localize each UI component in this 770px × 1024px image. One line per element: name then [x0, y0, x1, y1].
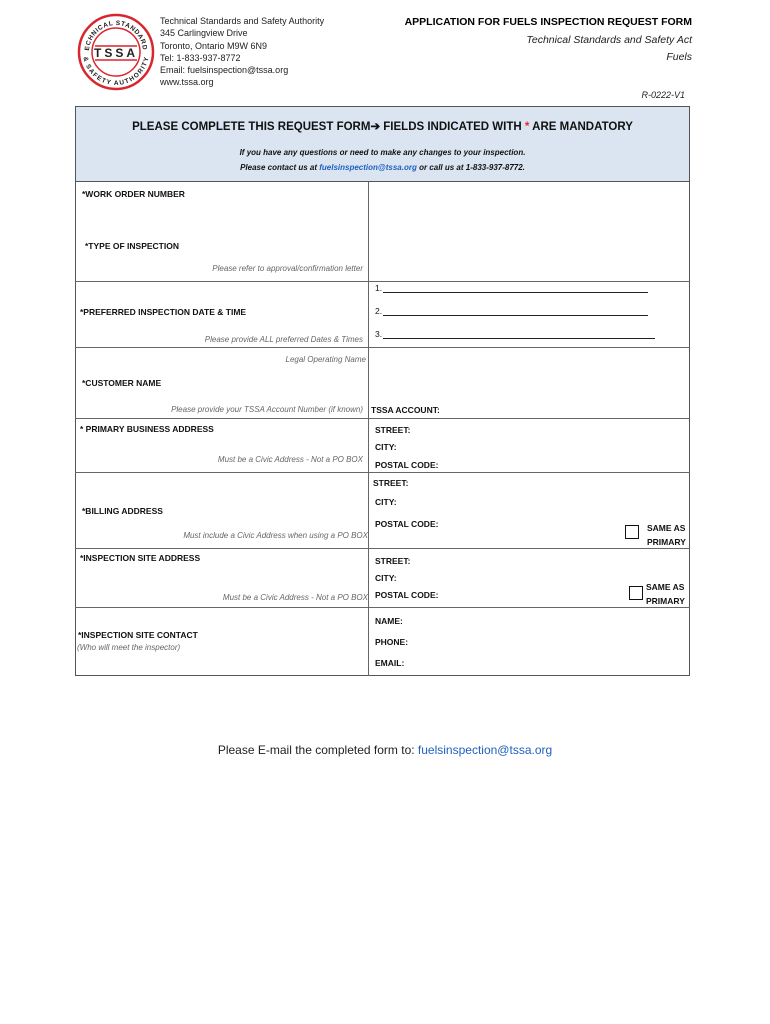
banner-note-2 [76, 163, 689, 172]
billing-postal-label: POSTAL CODE: [375, 519, 439, 529]
site-city-label: CITY: [375, 573, 397, 583]
org-address-line1: 345 Carlingview Drive [160, 28, 248, 39]
inspection-type-hint: Please refer to approval/confirmation letter [212, 264, 363, 273]
row-divider [75, 281, 690, 282]
contact-block [160, 15, 324, 89]
logo-ring-top: ECHNICAL STANDARD [83, 19, 149, 52]
arrow-icon: ➔ [370, 121, 381, 133]
tssa-logo [77, 13, 155, 91]
logo-text: TSSA [93, 46, 139, 60]
primary-postal-label: POSTAL CODE: [375, 460, 439, 470]
date-2-label: 2. [375, 306, 383, 316]
form-subtitle-fuels: Fuels [666, 51, 692, 63]
form-title: APPLICATION FOR FUELS INSPECTION REQUEST FORM [404, 16, 692, 28]
legal-name-hint: Legal Operating Name [285, 355, 366, 364]
site-same-as-primary-label [646, 580, 685, 608]
contact-email-label: EMAIL: [375, 658, 405, 668]
date-1-label: 1. [375, 283, 383, 293]
form-subtitle-act: Technical Standards and Safety Act [526, 34, 692, 46]
work-order-label: *WORK ORDER NUMBER [82, 189, 185, 199]
instructions-banner [75, 106, 690, 182]
billing-address-label: *BILLING ADDRESS [82, 506, 163, 516]
banner-email-link[interactable]: fuelsinspection@tssa.org [319, 163, 417, 172]
work-order-input[interactable] [370, 183, 688, 280]
row-divider [75, 347, 690, 348]
same-as-text: SAME AS [647, 523, 686, 533]
site-address-label: *INSPECTION SITE ADDRESS [80, 553, 201, 563]
banner-note-2-suffix: or call us at 1-833-937-8772. [416, 163, 525, 172]
preferred-date-label: *PREFERRED INSPECTION DATE & TIME [80, 307, 247, 317]
date-3-label: 3. [375, 329, 383, 339]
banner-note-2-prefix: Please contact us at [240, 163, 320, 172]
date-1-input[interactable] [383, 292, 648, 293]
site-contact-hint: (Who will meet the inspector) [77, 643, 181, 652]
org-email: Email: fuelsinspection@tssa.org [160, 65, 289, 76]
form-number: R-0222-V1 [641, 90, 685, 100]
billing-same-as-primary-checkbox[interactable] [625, 525, 639, 539]
banner-note-1: If you have any questions or need to make any changes to your inspection. [239, 148, 526, 157]
primary-address-hint: Must be a Civic Address - Not a PO BOX [217, 455, 363, 464]
date-2-input[interactable] [383, 315, 648, 316]
org-address-line2: Toronto, Ontario M9W 6N9 [160, 40, 268, 51]
logo-ring-bottom: & SAFETY AUTHORITY [81, 56, 151, 88]
site-same-as-primary-checkbox[interactable] [629, 586, 643, 600]
billing-address-hint: Must include a Civic Address when using a PO BOX [183, 531, 368, 540]
primary-text: PRIMARY [646, 596, 685, 606]
account-hint: Please provide your TSSA Account Number (if known) [171, 405, 363, 414]
form-subtitle [526, 32, 692, 66]
inspection-type-label: *TYPE OF INSPECTION [85, 241, 179, 251]
footer-email-link[interactable]: fuelsinspection@tssa.org [417, 743, 553, 757]
banner-title-part1: PLEASE COMPLETE THIS REQUEST FORM [132, 121, 371, 133]
billing-street-label: STREET: [373, 478, 409, 488]
column-divider [368, 182, 369, 676]
billing-city-label: CITY: [375, 497, 397, 507]
customer-name-input[interactable] [370, 349, 688, 399]
same-as-text: SAME AS [646, 582, 685, 592]
contact-phone-label: PHONE: [375, 637, 409, 647]
mandatory-star: * [524, 121, 530, 133]
primary-address-label: * PRIMARY BUSINESS ADDRESS [80, 424, 214, 434]
tssa-account-label: TSSA ACCOUNT: [371, 405, 440, 415]
primary-text: PRIMARY [647, 537, 686, 547]
primary-city-label: CITY: [375, 442, 397, 452]
org-phone: Tel: 1-833-937-8772 [160, 52, 241, 63]
footer-prefix: Please E-mail the completed form to: [217, 743, 418, 757]
org-website: www.tssa.org [160, 77, 214, 88]
site-address-hint: Must be a Civic Address - Not a PO BOX [222, 593, 368, 602]
banner-title [76, 119, 689, 133]
footer-instruction [0, 743, 770, 757]
banner-title-part3: ARE MANDATORY [529, 121, 633, 133]
site-contact-label: *INSPECTION SITE CONTACT [78, 630, 198, 640]
row-divider [75, 607, 690, 608]
row-divider [75, 472, 690, 473]
banner-title-part2: FIELDS INDICATED WITH [380, 121, 525, 133]
date-3-input[interactable] [383, 338, 655, 339]
billing-same-as-primary-label [647, 521, 686, 549]
customer-name-label: *CUSTOMER NAME [82, 378, 162, 388]
preferred-date-hint: Please provide ALL preferred Dates & Times [204, 335, 363, 344]
row-divider [75, 548, 690, 549]
site-street-label: STREET: [375, 556, 411, 566]
primary-street-label: STREET: [375, 425, 411, 435]
site-postal-label: POSTAL CODE: [375, 590, 439, 600]
row-divider [75, 418, 690, 419]
org-name: Technical Standards and Safety Authority [160, 16, 325, 26]
contact-name-label: NAME: [375, 616, 403, 626]
